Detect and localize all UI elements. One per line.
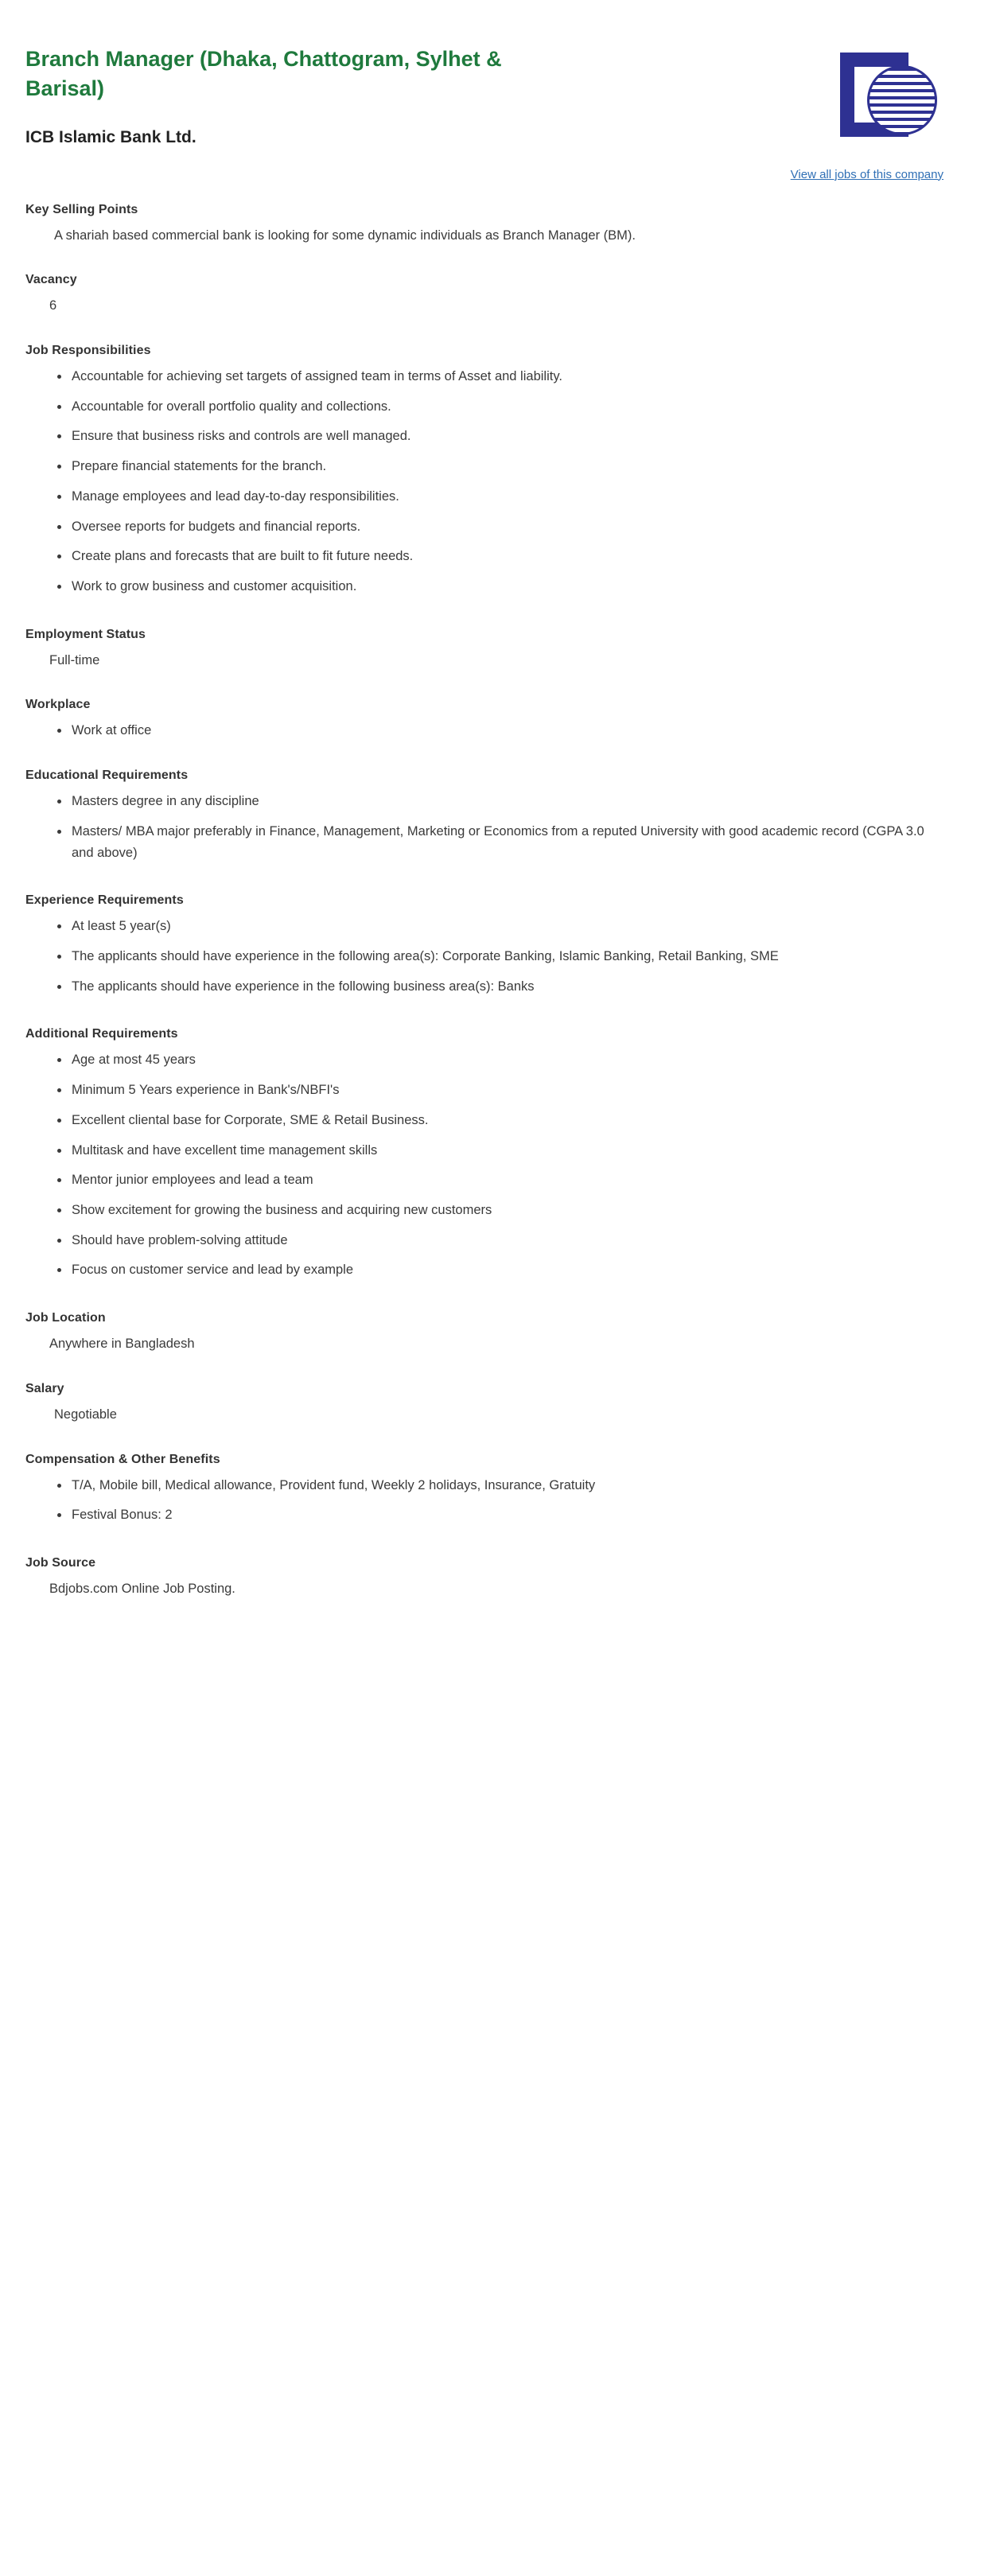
key-selling-points-text: A shariah based commercial bank is looking for some dynamic individuals as Branch Manager (BM).	[54, 228, 636, 243]
list-item: Manage employees and lead day-to-day responsibilities.	[25, 486, 943, 508]
list-item: Masters/ MBA major preferably in Finance, Management, Marketing or Economics from a reputed University with good academic record (CGPA 3.0 and above)	[25, 821, 943, 863]
salary-value: Negotiable	[54, 1407, 117, 1422]
list-item: Festival Bonus: 2	[25, 1504, 943, 1526]
list-item: Multitask and have excellent time management skills	[25, 1140, 943, 1162]
section-title-additional-requirements: Additional Requirements	[25, 1027, 178, 1041]
section-job-responsibilities	[25, 344, 943, 597]
section-title-salary: Salary	[25, 1381, 64, 1395]
section-title-workplace: Workplace	[25, 698, 91, 712]
list-item: Accountable for achieving set targets of assigned team in terms of Asset and liability.	[25, 366, 943, 387]
list-item: Work at office	[25, 720, 943, 741]
list-item: Ensure that business risks and controls are well managed.	[25, 426, 943, 447]
section-title-experience-requirements: Experience Requirements	[25, 893, 184, 908]
company-logo-wrap	[832, 45, 943, 142]
list-item: Masters degree in any discipline	[25, 791, 943, 812]
section-additional-requirements	[25, 1027, 943, 1281]
section-employment-status	[25, 628, 943, 671]
vacancy-value: 6	[49, 298, 57, 313]
section-experience-requirements	[25, 893, 943, 997]
list-item: Mentor junior employees and lead a team	[25, 1169, 943, 1191]
compensation-benefits-list	[25, 1475, 943, 1526]
list-item: Minimum 5 Years experience in Bank's/NBFI's	[25, 1080, 943, 1101]
job-location-value: Anywhere in Bangladesh	[49, 1337, 195, 1352]
list-item: Focus on customer service and lead by example	[25, 1259, 943, 1281]
logo-globe-shape	[867, 65, 937, 135]
list-item: Prepare financial statements for the branch.	[25, 456, 943, 477]
section-workplace	[25, 698, 943, 741]
section-title-employment-status: Employment Status	[25, 627, 146, 641]
list-item: Excellent cliental base for Corporate, SME & Retail Business.	[25, 1110, 943, 1131]
view-all-jobs-link[interactable]: View all jobs of this company	[790, 167, 943, 181]
company-name: ICB Islamic Bank Ltd.	[25, 127, 196, 146]
list-item: Show excitement for growing the business and acquiring new customers	[25, 1200, 943, 1221]
section-title-compensation-benefits: Compensation & Other Benefits	[25, 1452, 220, 1466]
section-key-selling-points	[25, 203, 943, 247]
list-item: The applicants should have experience in the following area(s): Corporate Banking, Islamic Banking, Retail Banking, SME	[25, 946, 943, 967]
list-item: At least 5 year(s)	[25, 916, 943, 937]
list-item: Create plans and forecasts that are built to fit future needs.	[25, 546, 943, 567]
section-educational-requirements	[25, 769, 943, 863]
list-item: Oversee reports for budgets and financial reports.	[25, 516, 943, 538]
list-item: The applicants should have experience in the following business area(s): Banks	[25, 976, 943, 998]
job-source-value: Bdjobs.com Online Job Posting.	[49, 1582, 235, 1597]
experience-requirements-list	[25, 916, 943, 997]
educational-requirements-list	[25, 791, 943, 863]
workplace-list	[25, 720, 943, 741]
section-title-job-location: Job Location	[25, 1311, 106, 1325]
list-item: Accountable for overall portfolio quality and collections.	[25, 396, 943, 418]
section-compensation-benefits	[25, 1453, 943, 1526]
section-title-job-source: Job Source	[25, 1556, 96, 1570]
section-title-job-responsibilities: Job Responsibilities	[25, 343, 151, 357]
job-header-text	[25, 45, 832, 147]
page-title: Branch Manager (Dhaka, Chattogram, Sylhet & Barisal)	[25, 47, 502, 101]
list-item: T/A, Mobile bill, Medical allowance, Provident fund, Weekly 2 holidays, Insurance, Gratuity	[25, 1475, 943, 1496]
list-item: Should have problem-solving attitude	[25, 1230, 943, 1251]
section-salary	[25, 1382, 943, 1426]
view-all-jobs-row	[25, 168, 943, 182]
list-item: Age at most 45 years	[25, 1049, 943, 1071]
section-title-vacancy: Vacancy	[25, 273, 77, 287]
additional-requirements-list	[25, 1049, 943, 1281]
section-job-location	[25, 1311, 943, 1355]
job-header	[25, 45, 943, 147]
job-responsibilities-list	[25, 366, 943, 597]
section-title-educational-requirements: Educational Requirements	[25, 769, 189, 783]
employment-status-value: Full-time	[49, 652, 100, 667]
section-vacancy	[25, 273, 943, 317]
section-job-source	[25, 1556, 943, 1600]
list-item: Work to grow business and customer acquisition.	[25, 576, 943, 597]
company-logo-icon	[832, 53, 942, 142]
section-title-key-selling-points: Key Selling Points	[25, 202, 138, 216]
